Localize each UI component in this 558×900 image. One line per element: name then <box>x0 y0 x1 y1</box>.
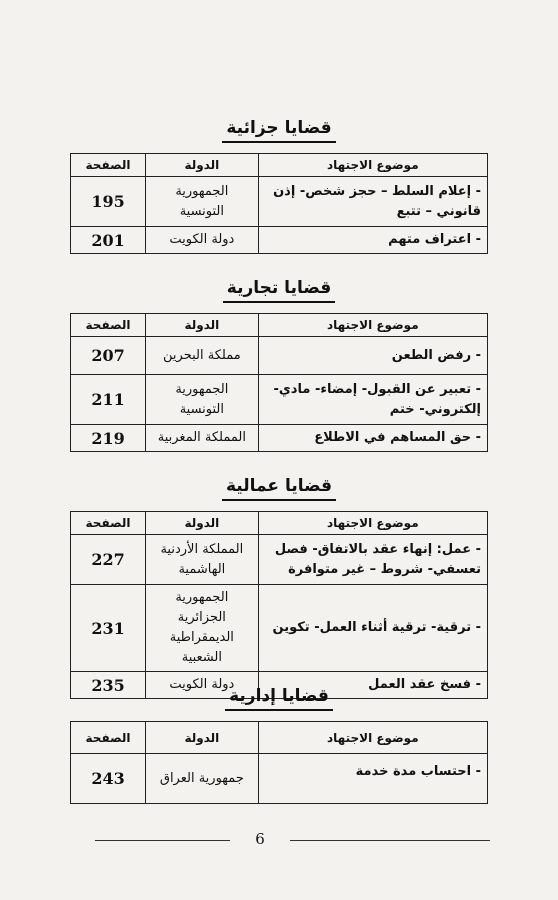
table-row <box>71 227 488 254</box>
row-page: 227 <box>71 535 146 585</box>
header-topic: موضوع الاجتهاد <box>258 722 487 754</box>
header-country: الدولة <box>146 154 259 177</box>
header-page: الصفحة <box>71 314 146 337</box>
row-page: 235 <box>71 672 146 699</box>
table-header-row <box>71 154 488 177</box>
section-administrative-cases <box>70 686 488 804</box>
table-row <box>71 375 488 425</box>
row-page: 201 <box>71 227 146 254</box>
section-labor-cases <box>70 476 488 699</box>
row-page: 219 <box>71 425 146 452</box>
row-topic: - حق المساهم في الاطلاع <box>258 425 487 452</box>
header-topic: موضوع الاجتهاد <box>258 314 487 337</box>
section-title: قضايا إدارية <box>70 686 488 711</box>
section-title: قضايا جزائية <box>70 118 488 143</box>
table-row <box>71 425 488 452</box>
header-page: الصفحة <box>71 722 146 754</box>
row-page: 211 <box>71 375 146 425</box>
row-page: 195 <box>71 177 146 227</box>
row-topic: - إعلام السلط – حجز شخص- إذن قانوني – تتبع <box>258 177 487 227</box>
section-title: قضايا تجارية <box>70 278 488 303</box>
rulings-table <box>70 313 488 452</box>
row-country: المملكة المغربية <box>146 425 259 452</box>
row-country: الجمهورية التونسية <box>146 177 259 227</box>
table-row <box>71 754 488 804</box>
row-topic: - اعتراف متهم <box>258 227 487 254</box>
row-page: 207 <box>71 337 146 375</box>
table-row <box>71 337 488 375</box>
row-country: مملكة البحرين <box>146 337 259 375</box>
page-number: 6 <box>255 830 265 848</box>
table-row <box>71 585 488 672</box>
header-country: الدولة <box>146 314 259 337</box>
footer-rule-right <box>290 840 490 841</box>
rulings-table <box>70 511 488 699</box>
row-topic: - احتساب مدة خدمة <box>258 754 487 804</box>
section-title: قضايا عمالية <box>70 476 488 501</box>
row-country: المملكة الأردنية الهاشمية <box>146 535 259 585</box>
section-criminal-cases <box>70 118 488 254</box>
header-country: الدولة <box>146 722 259 754</box>
header-topic: موضوع الاجتهاد <box>258 154 487 177</box>
rulings-table <box>70 721 488 804</box>
header-page: الصفحة <box>71 512 146 535</box>
row-topic: - فسخ عقد العمل <box>258 672 487 699</box>
row-country: الجمهورية التونسية <box>146 375 259 425</box>
row-country: دولة الكويت <box>146 227 259 254</box>
row-topic: - عمل: إنهاء عقد بالاتفاق- فصل تعسفي- شروط – غير متوافرة <box>258 535 487 585</box>
table-header-row <box>71 512 488 535</box>
table-row <box>71 535 488 585</box>
page-footer <box>0 830 558 850</box>
table-header-row <box>71 722 488 754</box>
row-country: دولة الكويت <box>146 672 259 699</box>
footer-rule-left <box>95 840 230 841</box>
row-country: جمهورية العراق <box>146 754 259 804</box>
rulings-table <box>70 153 488 254</box>
row-topic: - رفض الطعن <box>258 337 487 375</box>
row-topic: - ترقية- ترقية أثناء العمل- تكوين <box>258 585 487 672</box>
header-country: الدولة <box>146 512 259 535</box>
row-topic: - تعبير عن القبول- إمضاء- مادي- إلكتروني- ختم <box>258 375 487 425</box>
header-page: الصفحة <box>71 154 146 177</box>
table-header-row <box>71 314 488 337</box>
row-country: الجمهورية الجزائرية الديمقراطية الشعبية <box>146 585 259 672</box>
row-page: 231 <box>71 585 146 672</box>
header-topic: موضوع الاجتهاد <box>258 512 487 535</box>
table-row <box>71 177 488 227</box>
section-commercial-cases <box>70 278 488 452</box>
row-page: 243 <box>71 754 146 804</box>
